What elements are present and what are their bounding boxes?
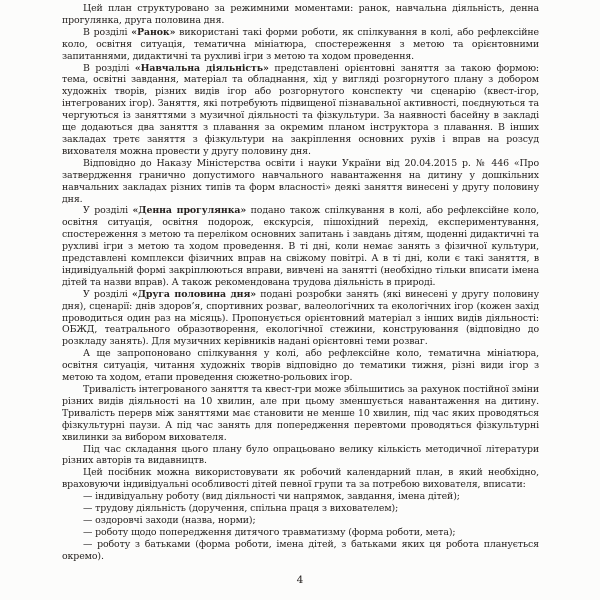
text-run: У розділі [83,288,132,300]
text-run: Тривалість інтегрованого заняття та квест-гри може збільшитись за рахунок постійної зміни різних видів діяльності на 10 хвилин, але при цьому зменшується навантаження на дитину. Тривалість перерв між заняттями має становити не менше 10 хвилин, під час яких проводяться фізкультурні паузи. А під час занять для попередження перевтоми проводяться фізкультурні хвилинки за вибором вихователя. [62,384,539,443]
list-item [62,491,539,503]
text-run: подано також спілкування в колі, або рефлексійне коло, освітня ситуація, освітня подорож, екскурсія, пішохідний перехід, експериментування, спостереження з метою та переліком основних запитань і завдань дітям, щоденні дидактичні та рухливі ігри з метою та ходом проведення. В ті дні, коли немає занять з фізичної культури, представлені комплекси фізичних вправ на свіжому повітрі. А в ті дні, коли є такі заняття, в індивідуальній формі закріплюються вправи, вивчені на занятті (необхідно тільки вписати імена дітей та назви вправ). А також рекомендована трудова діяльність в природі. [62,205,539,288]
text-run: — трудову діяльність (доручення, спільна праця з вихователем); [83,503,399,515]
text-run: — оздоровчі заходи (назва, норми); [83,514,256,526]
text-run: У розділі [83,205,133,217]
paragraph [62,63,539,158]
paragraph [62,158,539,206]
paragraph [62,205,539,288]
paragraph [62,467,539,491]
text-run: представлені орієнтовні заняття за такою формою: тема, освітні завдання, матеріал та обладнання, хід у вигляді розгорнутого плану з добором художніх творів, різних видів ігор або розгорнутого конспекту чи сценарію (квест-ігор, інтегрованих ігор). Заняття, які потребують підвищеної пізнавальної активності, поєднуються та чергуються із заняттями з музичної діяльності та фізкультури. За наявності басейну в закладі ще додаються два заняття з плавання за окремим планом інструктора з плавання. В інших закладах третє заняття з фізкультури на закріплення основних рухів і вправ на розсуд вихователя можна провести у другу половину дня. [62,62,539,157]
page-footer [0,574,600,586]
text-run: — роботу з батьками (форма роботи, імена дітей, з батьками яких ця робота планується окремо). [62,538,539,562]
text-run: Під час складання цього плану було опрацьовано велику кількість методичної літератури різних авторів та видавництв. [62,443,539,467]
text-run: Цей посібник можна використовувати як робочий календарний план, в який необхідно, враховуючи індивідуальні особливості дітей певної групи та за потребою вихователя, вписати: [62,467,539,491]
text-run: А ще запропоновано спілкування у колі, або рефлексійне коло, тематична мініатюра, освітня ситуація, читання художніх творів відповідно до тематики тижня, різні види ігор з метою та ходом, етапи проведення сюжетно-рольових ігор. [62,348,539,384]
paragraph [62,384,539,444]
list-item [62,503,539,515]
list-item [62,515,539,527]
bold-text-run: «Денна прогулянка» [132,205,247,217]
bold-text-run: «Ранок» [131,26,176,38]
text-run: Цей план структуровано за режимними моментами: ранок, навчальна діяльність, денна прогулянка, друга половина дня. [62,3,539,26]
paragraph [62,27,539,63]
text-run: використані такі форми роботи, як спілкування в колі, або рефлексійне коло, освітня ситуація, тематична мініатюра, спостереження з метою та орієнтовними запитаннями, дидактичні та рухливі ігри з метою та ходом проведення. [62,26,539,62]
text-run: подані розробки занять (які винесені у другу половину дня), сценарії: днів здоров’я, спортивних розваг, валеологічних та екологічних ігор (кожен захід проводиться один раз на місяць). Пропонується орієнтовний матеріал з інших видів діяльності: ОБЖД, театрального образотворення, екологічної стежини, конструювання (відповідно до розкладу занять). Для музичних керівників надані орієнтовні теми розваг. [62,288,539,348]
paragraph [62,444,539,468]
text-run: Відповідно до Наказу Міністерства освіти і науки України від 20.04.2015 р. № 446 «Про затвердження гранично допустимого навчального навантаження на дитину у дошкільних навчальних закладах різних типів та форм власності» деякі заняття винесені у другу половину дня. [62,157,539,205]
bold-text-run: «Навчальна діяльність» [134,62,269,74]
paragraph [62,348,539,384]
text-run: В розділі [83,62,135,74]
paragraph [62,3,539,27]
text-run: В розділі [83,26,132,38]
paragraph [62,289,539,349]
bold-text-run: «Друга половина дня» [131,288,257,300]
list-item [62,539,539,563]
text-run: — індивідуальну роботу (вид діяльності чи напрямок, завдання, імена дітей); [83,491,460,503]
page-body [62,3,539,575]
text-run: — роботу щодо попередження дитячого травматизму (форма роботи, мета); [83,526,456,538]
page-number: 4 [296,574,304,586]
list-item [62,527,539,539]
